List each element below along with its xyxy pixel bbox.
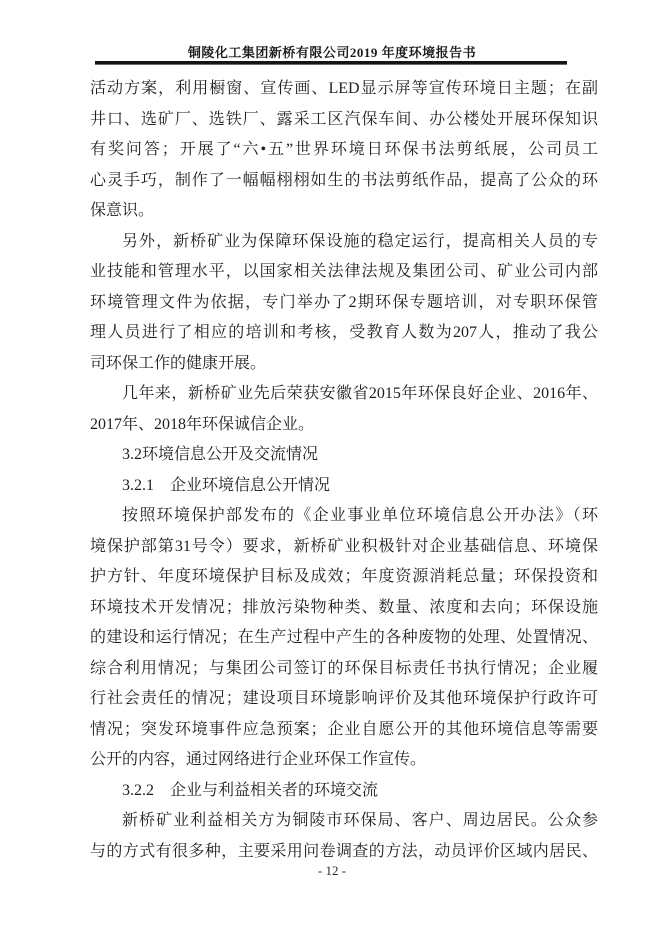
text-line: 新桥矿业利益相关方为铜陵市环保局、客户、周边居民。公众参 [122,812,598,829]
page-header [0,42,664,61]
text-line: 环境技术开发情况；排放污染物种类、数量、浓度和去向；环保设施 [90,598,598,616]
page-footer [0,863,664,879]
text-line: 心灵手巧，制作了一幅幅栩栩如生的书法剪纸作品，提高了公众的环 [90,171,598,189]
text-line: 公开的内容，通过网络进行企业环保工作宣传。 [90,751,427,768]
text-line: 理人员进行了相应的培训和考核，受教育人数为207人，推动了我公 [90,324,598,341]
text-line: 按照环境保护部发布的《企业事业单位环境信息公开办法》（环 [122,507,598,524]
document-body [90,74,598,867]
text-line: 司环保工作的健康开展。 [90,354,267,372]
text-line: 护方针、年度环境保护目标及成效；年度资源消耗总量；环保投资和 [90,568,598,585]
text-line: 有奖问答；开展了“六•五”世界环境日环保书法剪纸展，公司员工 [90,141,598,158]
text-line: 行社会责任的情况；建设项目环境影响评价及其他环境保护行政许可 [90,690,598,707]
text-line: 3.2.1 企业环境信息公开情况 [122,476,331,494]
text-line: 与的方式有很多种，主要采用问卷调查的方法，动员评价区域内居民、 [90,842,598,860]
header-title: 铜陵化工集团新桥有限公司2019 年度环境报告书 [187,45,477,60]
text-line: 的建设和运行情况；在生产过程中产生的各种废物的处理、处置情况、 [90,629,598,646]
text-line: 3.2.2 企业与利益相关者的环境交流 [122,781,379,799]
text-line: 另外，新桥矿业为保障环保设施的稳定运行，提高相关人员的专 [122,232,598,250]
text-line: 活动方案，利用橱窗、宣传画、LED显示屏等宣传环境日主题；在副 [90,80,598,97]
text-line: 保意识。 [90,202,155,219]
page-number: - 12 - [317,863,347,878]
text-line: 情况；突发环境事件应急预案；企业自愿公开的其他环境信息等需要 [90,720,598,738]
text-line: 井口、选矿厂、选铁厂、露采工区汽保车间、办公楼处开展环保知识 [90,110,598,128]
header-rule [95,61,567,65]
text-line: 3.2环境信息公开及交流情况 [122,446,319,463]
text-line: 2017年、2018年环保诚信企业。 [90,415,315,433]
text-line: 综合利用情况；与集团公司签订的环保目标责任书执行情况；企业履 [90,659,598,677]
text-line: 业技能和管理水平，以国家相关法律法规及集团公司、矿业公司内部 [90,263,598,280]
text-line: 境保护部第31号令）要求，新桥矿业积极针对企业基础信息、环境保 [90,537,598,555]
text-line: 环境管理文件为依据，专门举办了2期环保专题培训，对专职环保管 [90,293,598,311]
text-line: 几年来，新桥矿业先后荣获安徽省2015年环保良好企业、2016年、 [122,385,598,402]
